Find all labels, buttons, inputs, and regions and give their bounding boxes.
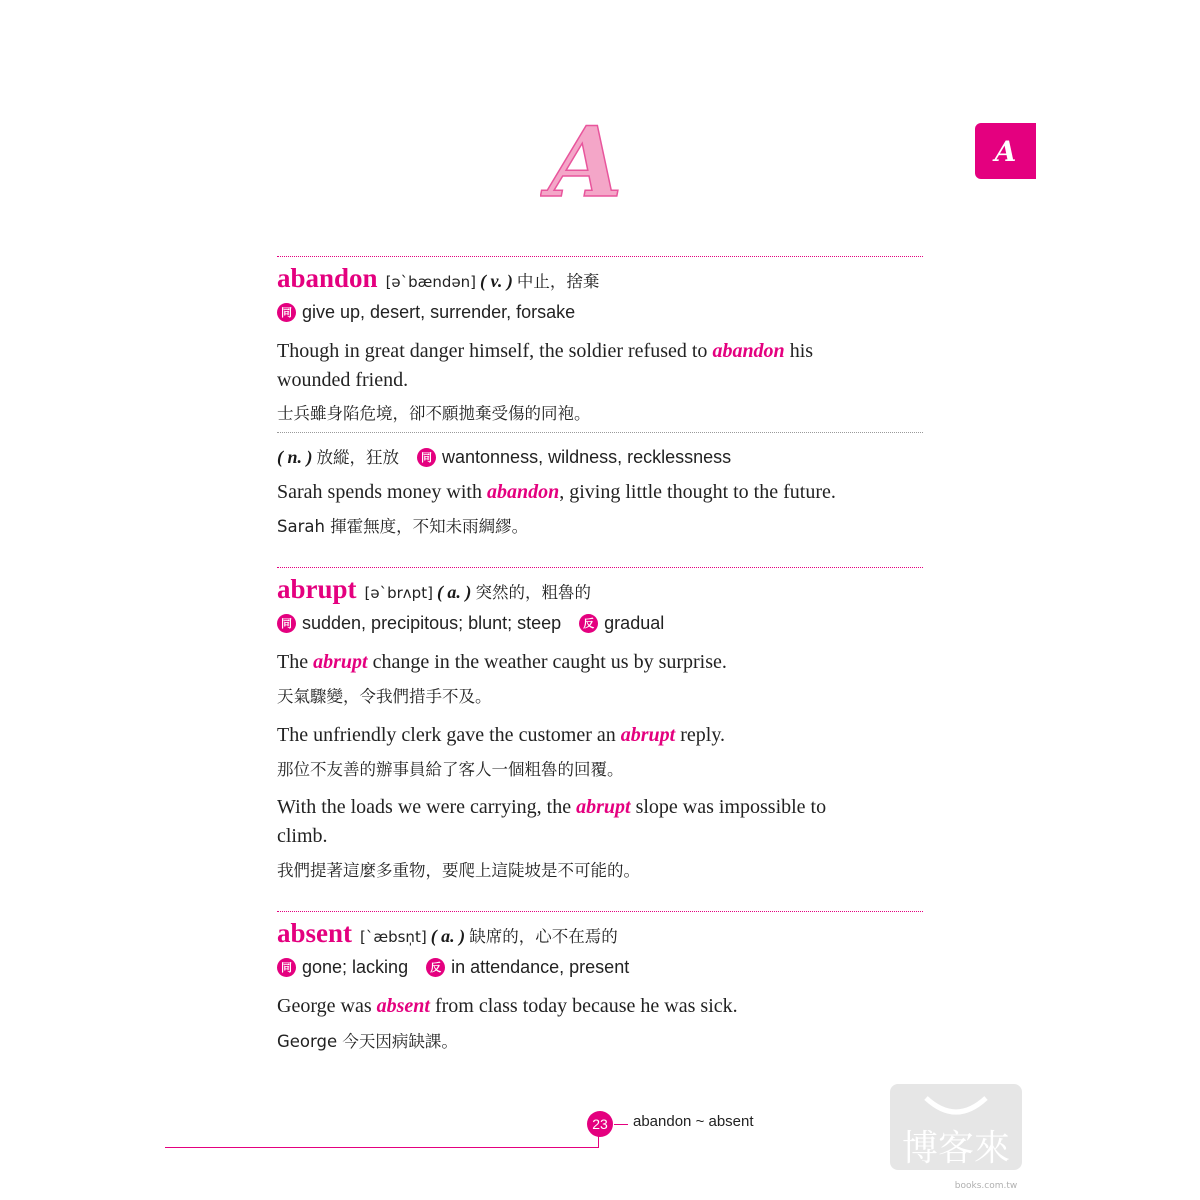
example-zh: 士兵雖身陷危境，卻不願拋棄受傷的同袍。 [277,404,591,423]
synonyms: sudden, precipitous; blunt; steep [302,613,562,633]
footer-tick [598,1135,599,1147]
example-zh: Sarah 揮霍無度，不知未雨綢繆。 [277,517,529,536]
part-of-speech: ( n. ) [277,447,313,467]
footer-range: abandon ~ absent [633,1113,754,1130]
entry-header-abandon [277,263,599,294]
synonyms-row [277,302,575,323]
definition-zh: 放縱，狂放 [316,448,399,467]
svg-text:books.com.tw: books.com.tw [954,1181,1018,1191]
keyword: absent [376,995,430,1017]
synonym-icon: 同 [277,303,296,322]
example-en: George was absent from class today because he was sick. [277,995,738,1017]
headword: abandon [277,263,378,293]
section-divider [277,256,923,257]
synonyms: gone; lacking [302,957,409,977]
footer-dash [614,1124,628,1125]
definition-zh: 中止，捨棄 [516,272,600,291]
example-en: The abrupt change in the weather caught us by surprise. [277,651,727,673]
example-en: The unfriendly clerk gave the customer an abrupt reply. [277,724,726,746]
antonym-icon: 反 [426,958,445,977]
entry-header-abrupt [277,574,591,605]
keyword: abandon [712,340,785,362]
footer-rule [165,1147,599,1148]
synonyms-row [277,957,629,978]
page-number: 23 [587,1111,613,1137]
example-en: With the loads we were carrying, the abrupt slope was impossible to [277,796,827,818]
synonym-icon: 同 [277,614,296,633]
pronunciation: [əˋbrʌpt] [364,584,433,602]
sense-header [277,444,731,468]
section-divider [277,567,923,568]
example-zh: George 今天因病缺課。 [277,1032,458,1051]
antonym-icon: 反 [579,614,598,633]
synonym-icon: 同 [277,958,296,977]
keyword: abrupt [313,651,368,673]
example-en: Sarah spends money with abandon, giving little thought to the future. [277,481,836,503]
sense-divider [277,432,923,433]
synonym-icon: 同 [417,448,436,467]
synonyms: give up, desert, surrender, forsake [302,302,576,322]
entry-header-absent [277,918,618,949]
synonyms-row [277,613,664,634]
definition-zh: 缺席的，心不在焉的 [469,927,618,946]
part-of-speech: ( a. ) [430,926,466,946]
keyword: abrupt [620,724,676,746]
keyword: abandon [486,481,560,503]
example-zh: 我們提著這麼多重物，要爬上這陡坡是不可能的。 [277,861,640,880]
example-zh: 那位不友善的辦事員給了客人一個粗魯的回覆。 [277,760,624,779]
example-en: Though in great danger himself, the soldier refused to abandon his [277,340,814,362]
pronunciation: [əˋbændən] [385,273,477,291]
chapter-letter-logo [540,118,670,208]
part-of-speech: ( v. ) [480,271,513,291]
antonyms: in attendance, present [451,957,630,977]
svg-text:博客來: 博客來 [901,1128,1011,1169]
headword: absent [277,918,353,948]
watermark-logo [888,1082,1024,1192]
antonyms: gradual [604,613,665,633]
part-of-speech: ( a. ) [436,582,472,602]
keyword: abrupt [576,796,631,818]
example-zh: 天氣驟變，令我們措手不及。 [277,687,492,706]
example-en-cont: climb. [277,825,328,847]
pronunciation: [ˋæbsn̩t] [360,928,427,946]
svg-text:A: A [548,118,623,208]
definition-zh: 突然的，粗魯的 [475,583,591,602]
section-tab[interactable]: A [975,123,1036,179]
synonyms: wantonness, wildness, recklessness [442,447,732,467]
section-divider [277,911,923,912]
example-en-cont: wounded friend. [277,369,409,391]
headword: abrupt [277,574,357,604]
